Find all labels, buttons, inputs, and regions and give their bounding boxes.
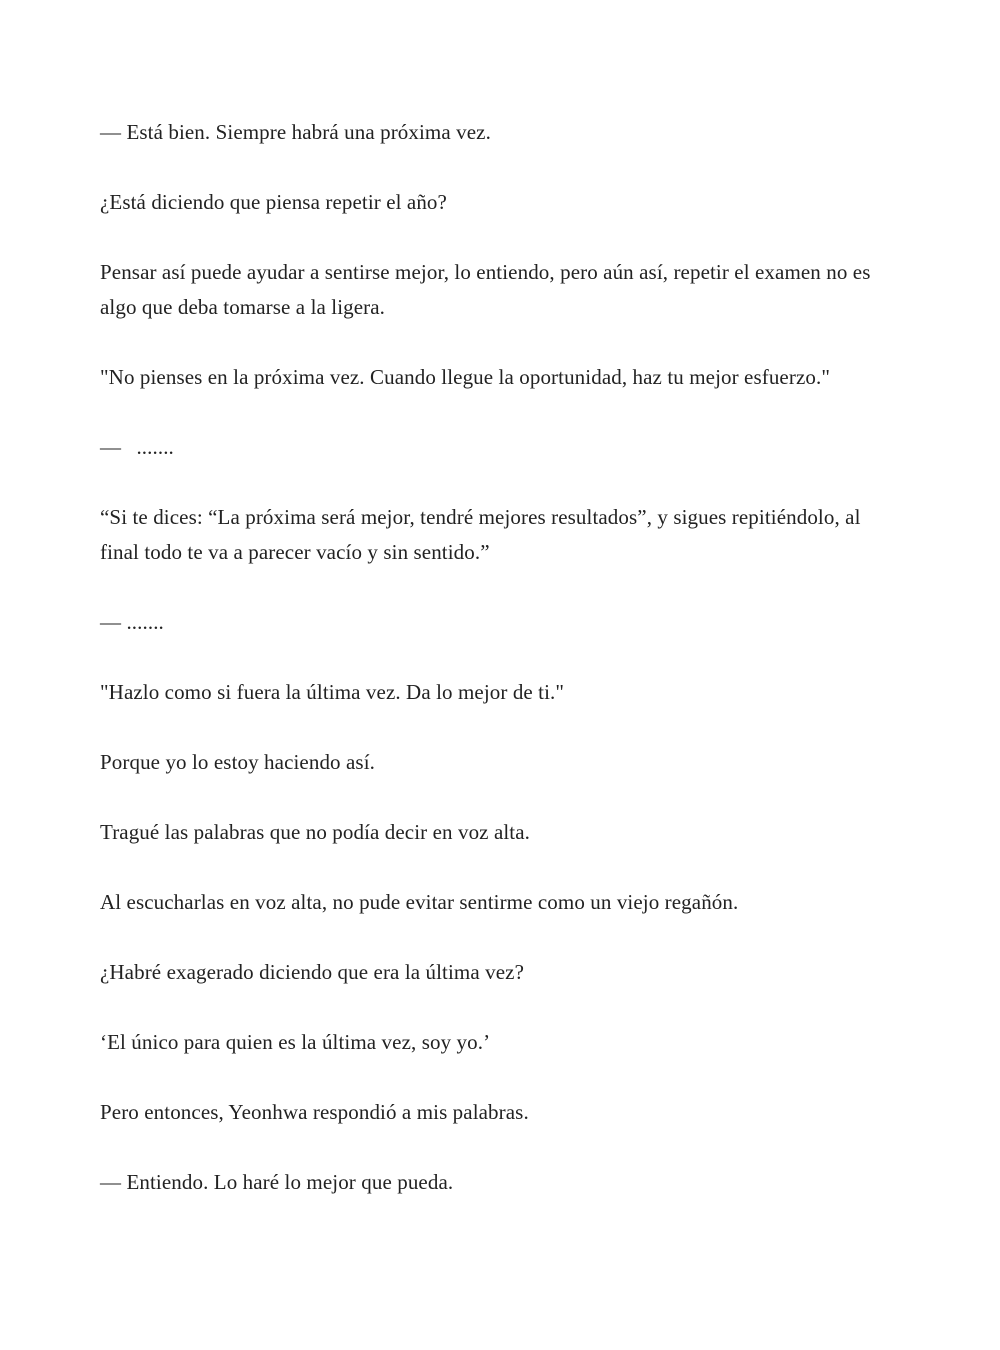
paragraph-dialogue: — Entiendo. Lo haré lo mejor que pueda. [100, 1170, 454, 1194]
paragraph-narration: Tragué las palabras que no podía decir en voz alta. [100, 820, 531, 844]
paragraph-quote: “Si te dices: “La próxima será mejor, tendré mejores resultados”, y sigues repitiéndolo, al final todo te va a parecer vacío y sin sentido.” [100, 505, 861, 564]
paragraph-narration: Al escucharlas en voz alta, no pude evitar sentirme como un viejo regañón. [100, 890, 739, 914]
paragraph-quote: "Hazlo como si fuera la última vez. Da lo mejor de ti." [100, 680, 565, 704]
paragraph-narration: Porque yo lo estoy haciendo así. [100, 750, 375, 774]
paragraph-dialogue: — Está bien. Siempre habrá una próxima vez. [100, 120, 491, 144]
paragraph-dialogue-ellipsis: — ....... [100, 610, 164, 634]
paragraph-narration: ¿Está diciendo que piensa repetir el año? [100, 190, 447, 214]
paragraph-thought: ‘El único para quien es la última vez, soy yo.’ [100, 1030, 491, 1054]
document-page [100, 115, 900, 1235]
paragraph-narration: ¿Habré exagerado diciendo que era la última vez? [100, 960, 524, 984]
paragraph-dialogue-ellipsis: — ....... [100, 435, 174, 459]
paragraph-narration: Pensar así puede ayudar a sentirse mejor, lo entiendo, pero aún así, repetir el examen no es algo que deba tomarse a la ligera. [100, 260, 871, 319]
paragraph-narration: Pero entonces, Yeonhwa respondió a mis palabras. [100, 1100, 529, 1124]
paragraph-quote: "No pienses en la próxima vez. Cuando llegue la oportunidad, haz tu mejor esfuerzo." [100, 365, 830, 389]
